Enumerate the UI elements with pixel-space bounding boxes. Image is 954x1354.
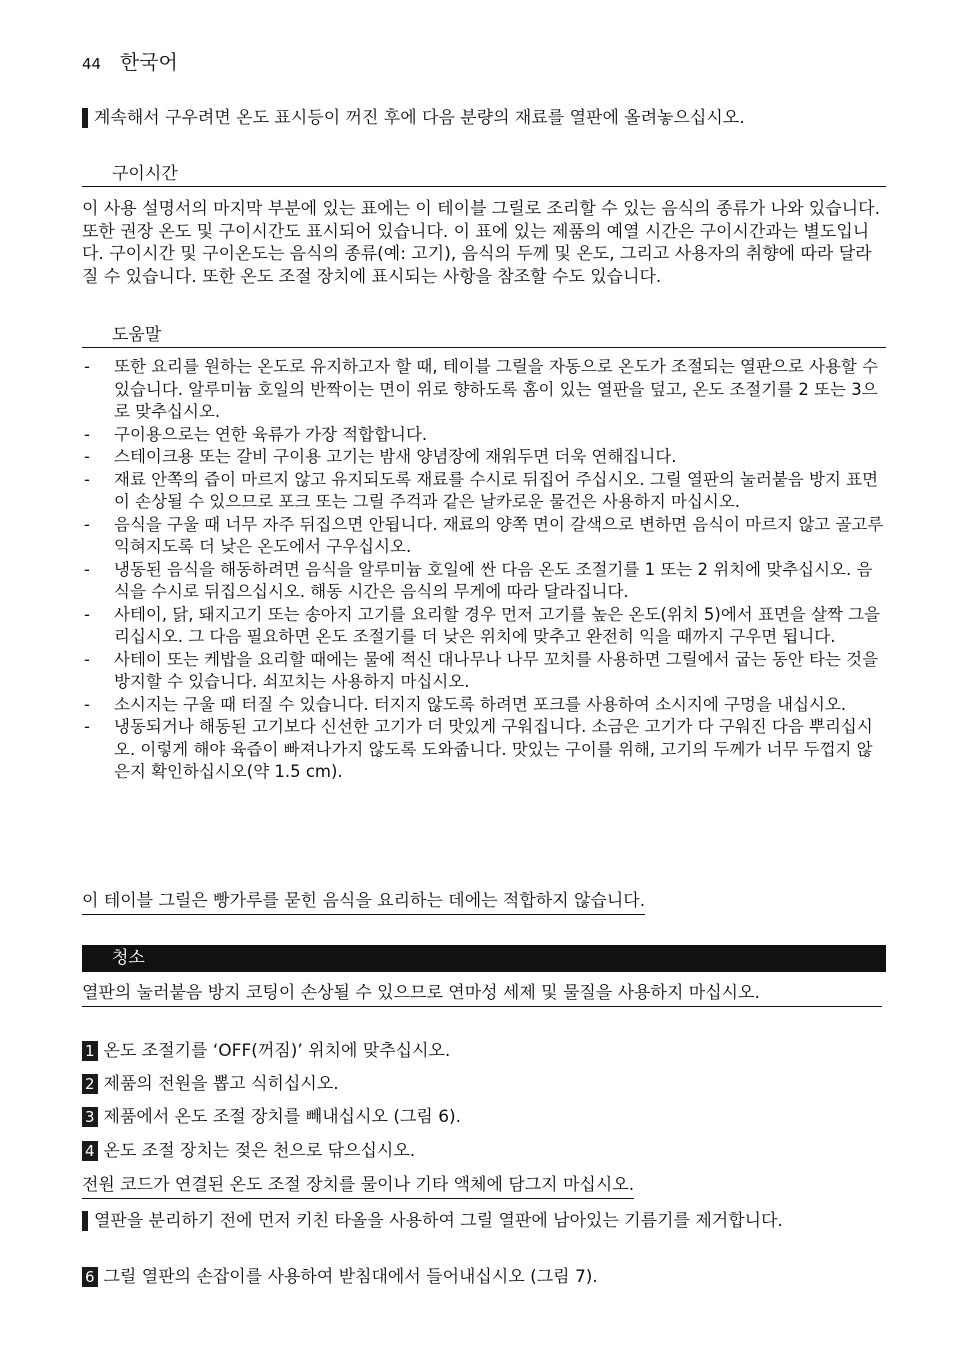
tip-item: - 음식을 구울 때 너무 자주 뒤집으면 안됩니다. 재료의 양쪽 면이 갈색으로 변하면 음식이 마르지 않고 골고루 익혀지도록 더 낮은 온도에서 구우십시오. — [82, 514, 886, 559]
language-title: 한국어 — [119, 50, 178, 74]
tip-item: - 냉동되거나 해동된 고기보다 신선한 고기가 더 맛있게 구워집니다. 소금은 고기가 다 구워진 다음 뿌리십시오. 이렇게 해야 육즙이 빠져나가지 않도록 도와줍니다. 맛있는 구이를 위해, 고기의 두께가 너무 두껍지 않은지 확인하십시오(약 1.5 cm). — [82, 716, 886, 784]
tip-item: - 구이용으로는 연한 육류가 가장 적합합니다. — [82, 424, 886, 447]
tips-list — [82, 356, 886, 784]
step-number-badge: 10 — [82, 108, 88, 128]
step-text: 온도 조절기를 ‘OFF(꺼짐)’ 위치에 맞추십시오. — [103, 1041, 451, 1061]
cleaning-warning: 열판의 눌러붙음 방지 코팅이 손상될 수 있으므로 연마성 세제 및 물질을 사용하지 마십시오. — [82, 982, 882, 1007]
step-number-badge: 4 — [82, 1141, 98, 1161]
cord-warning: 전원 코드가 연결된 온도 조절 장치를 물이나 기타 액체에 담그지 마십시오. — [82, 1174, 634, 1199]
step-text: 제품에서 온도 조절 장치를 빼내십시오 (그림 6). — [103, 1107, 462, 1127]
tip-item: - 소시지는 구울 때 터질 수 있습니다. 터지지 않도록 하려면 포크를 사용하여 소시지에 구멍을 내십시오. — [82, 694, 886, 717]
cleaning-step-2 — [82, 1073, 882, 1095]
breadcrumb-warning: 이 테이블 그릴은 빵가루를 묻힌 음식을 요리하는 데에는 적합하지 않습니다. — [82, 890, 645, 915]
step-text: 제품의 전원을 뽑고 식히십시오. — [103, 1074, 339, 1094]
step-text: 온도 조절 장치는 젖은 천으로 닦으십시오. — [103, 1141, 416, 1161]
page-number: 44 — [82, 55, 102, 73]
section-heading-cleaning: 청소 — [82, 945, 886, 972]
step-text: 열판을 분리하기 전에 먼저 키친 타올을 사용하여 그릴 열판에 남아있는 기름기를 제거합니다. — [94, 1211, 783, 1231]
cleaning-step-5 — [57, 1210, 910, 1232]
step-number-badge: 1 — [82, 1041, 98, 1061]
tip-item: - 재료 안쪽의 즙이 마르지 않고 유지되도록 재료를 수시로 뒤집어 주십시오. 그릴 열판의 눌러붙음 방지 표면이 손상될 수 있으므로 포크 또는 그릴 주걱과 같은 날카로운 물건은 사용하지 마십시오. — [82, 469, 886, 514]
step-number-badge: 3 — [82, 1107, 98, 1127]
cooking-time-paragraph: 이 사용 설명서의 마지막 부분에 있는 표에는 이 테이블 그릴로 조리할 수 있는 음식의 종류가 나와 있습니다. 또한 권장 온도 및 구이시간도 표시되어 있습니다. 이 표에 있는 제품의 예열 시간은 구이시간과는 별도입니다. 구이시간 및 구이온도는 음식의 종류(예: 고기), 음식의 두께 및 온도, 그리고 사용자의 취향에 따라 달라질 수 있습니다. 또한 온도 조절 장치에 표시되는 사항을 참조할 수도 있습니다. — [82, 199, 881, 287]
cleaning-step-6 — [82, 1266, 882, 1288]
step-number-badge: 5 — [82, 1211, 88, 1231]
step-text: 그릴 열판의 손잡이를 사용하여 받침대에서 들어내십시오 (그림 7). — [103, 1267, 598, 1287]
section-heading-tips: 도움말 — [82, 322, 886, 348]
cleaning-step-4 — [82, 1140, 882, 1162]
page-header — [82, 46, 178, 75]
tip-item: - 또한 요리를 원하는 온도로 유지하고자 할 때, 테이블 그릴을 자동으로 온도가 조절되는 열판으로 사용할 수 있습니다. 알루미늄 호일의 반짝이는 면이 위로 향하도록 홈이 있는 열판을 덮고, 온도 조절기를 2 또는 3으로 맞추십시오. — [82, 356, 886, 424]
step-text: 계속해서 구우려면 온도 표시등이 꺼진 후에 다음 분량의 재료를 열판에 올려놓으십시오. — [94, 108, 745, 128]
section-heading-cooking-time: 구이시간 — [82, 161, 886, 187]
cleaning-step-3 — [82, 1106, 882, 1128]
tip-item: - 스테이크용 또는 갈비 구이용 고기는 밤새 양념장에 재워두면 더욱 연해집니다. — [82, 446, 886, 469]
tip-item: - 사테이, 닭, 돼지고기 또는 송아지 고기를 요리할 경우 먼저 고기를 높은 온도(위치 5)에서 표면을 살짝 그을리십시오. 그 다음 필요하면 온도 조절기를 더 낮은 위치에 맞추고 완전히 익을 때까지 구우면 됩니다. — [82, 604, 886, 649]
tip-item: - 사테이 또는 케밥을 요리할 때에는 물에 적신 대나무나 나무 꼬치를 사용하면 그릴에서 굽는 동안 타는 것을 방지할 수 있습니다. 쇠꼬치는 사용하지 마십시오. — [82, 649, 886, 694]
cleaning-step-1 — [82, 1040, 882, 1062]
step-10 — [57, 107, 910, 129]
step-number-badge: 6 — [82, 1267, 98, 1287]
step-number-badge: 2 — [82, 1074, 98, 1094]
tip-item: - 냉동된 음식을 해동하려면 음식을 알루미늄 호일에 싼 다음 온도 조절기를 1 또는 2 위치에 맞추십시오. 음식을 수시로 뒤집으십시오. 해동 시간은 음식의 무게에 따라 달라집니다. — [82, 559, 886, 604]
